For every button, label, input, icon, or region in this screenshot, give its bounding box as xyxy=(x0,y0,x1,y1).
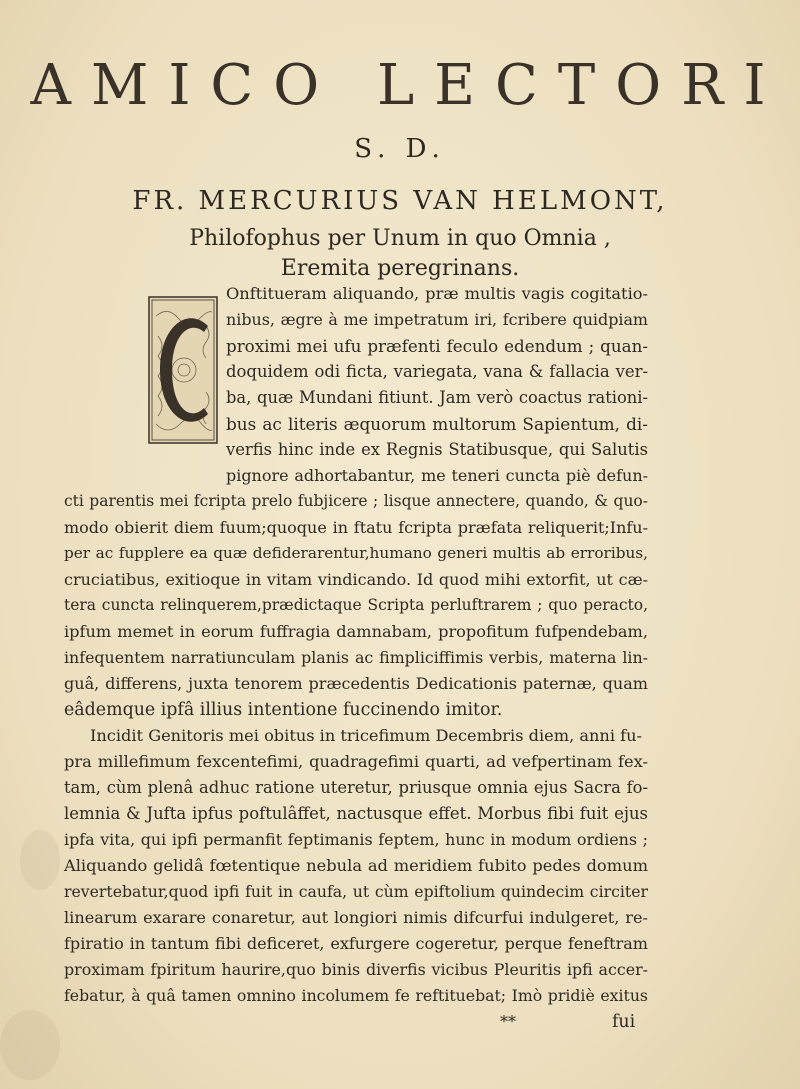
text-line: bus ac literis æquorum multorum Sapientum, di- xyxy=(226,414,648,434)
text-line: febatur, à quâ tamen omnino incolumem fe reftituebat; Imò pridiè exitus xyxy=(64,986,648,1005)
page-title: AMICO LECTORI xyxy=(30,53,786,118)
author-epithet: Eremita peregrinans. xyxy=(280,256,520,281)
text-line: revertebatur,quod ipfi fuit in caufa, ut cùm epiftolium quindecim circiter xyxy=(64,882,648,901)
text-line: doquidem odi ficta, variegata, vana & fallacia ver- xyxy=(226,362,648,381)
catchword: fui xyxy=(612,1012,636,1032)
text-line: guâ, differens, juxta tenorem præcedentis Dedicationis paternæ, quam xyxy=(64,674,648,693)
text-line: proximam fpiritum haurire,quo binis diverfis vicibus Pleuritis ipfi accer- xyxy=(64,960,648,979)
paper-stain xyxy=(0,1010,60,1080)
ornamental-initial-C-icon xyxy=(148,296,218,444)
text-line: linearum exarare conaretur, aut longiori nimis difcurfui indulgeret, re- xyxy=(64,908,648,927)
text-line: Aliquando gelidâ fœtentique nebula ad meridiem fubito pedes domum xyxy=(64,856,648,875)
text-line: Incidit Genitoris mei obitus in tricefimum Decembris diem, anni fu- xyxy=(90,726,643,745)
salutation: S. D. xyxy=(354,134,446,164)
text-line: fpiratio in tantum fibi deficeret, exfurgere cogeretur, perque feneftram xyxy=(64,934,648,953)
text-line: modo obierit diem fuum;quoque in ftatu fcripta præfata reliquerit;Infu- xyxy=(64,518,648,537)
text-line: cruciatibus, exitioque in vitam vindicando. Id quod mihi extorfit, ut cæ- xyxy=(64,570,648,589)
text-line: tam, cùm plenâ adhuc ratione uteretur, priusque omnia ejus Sacra fo- xyxy=(64,778,648,797)
text-line: lemnia & Jufta ipfus poftulâffet, nactusque effet. Morbus fibi fuit ejus xyxy=(64,804,648,823)
author-epithet: Philofophus per Unum in quo Omnia , xyxy=(189,226,611,251)
text-line: eâdemque ipfâ illius intentione fuccinendo imitor. xyxy=(64,700,503,720)
text-line: Onftitueram aliquando, præ multis vagis cogitatio- xyxy=(226,284,648,303)
signature-mark: ** xyxy=(500,1012,516,1031)
text-line: per ac fupplere ea quæ defiderarentur,humano generi multis ab erroribus, xyxy=(64,544,648,562)
author-line: FR. MERCURIUS VAN HELMONT, xyxy=(132,186,668,216)
text-line: ipfum memet in eorum fuffragia damnabam, propofitum fufpendebam, xyxy=(64,622,648,641)
text-line: ipfa vita, qui ipfi permanfit feptimanis feptem, hunc in modum ordiens ; xyxy=(64,830,648,849)
text-line: nibus, ægre à me impetratum iri, fcribere quidpiam xyxy=(226,310,648,329)
text-line: cti parentis mei fcripta prelo fubjicere ; lisque annectere, quando, & quo- xyxy=(64,492,648,510)
text-line: infequentem narratiunculam planis ac fimpliciffimis verbis, materna lin- xyxy=(64,648,648,667)
text-line: pra millefimum fexcentefimi, quadragefimi quarti, ad vefpertinam fex- xyxy=(64,752,648,771)
text-line: ba, quæ Mundani fitiunt. Jam verò coactus rationi- xyxy=(226,388,648,407)
text-line: tera cuncta relinquerem,prædictaque Scripta perluftrarem ; quo peracto, xyxy=(64,596,648,614)
text-line: proximi mei ufu præfenti feculo edendum ; quan- xyxy=(226,336,648,356)
text-line: verfis hinc inde ex Regnis Statibusque, qui Salutis xyxy=(226,440,648,459)
paper-stain xyxy=(20,830,60,890)
text-line: pignore adhortabantur, me teneri cuncta piè defun- xyxy=(226,466,648,485)
